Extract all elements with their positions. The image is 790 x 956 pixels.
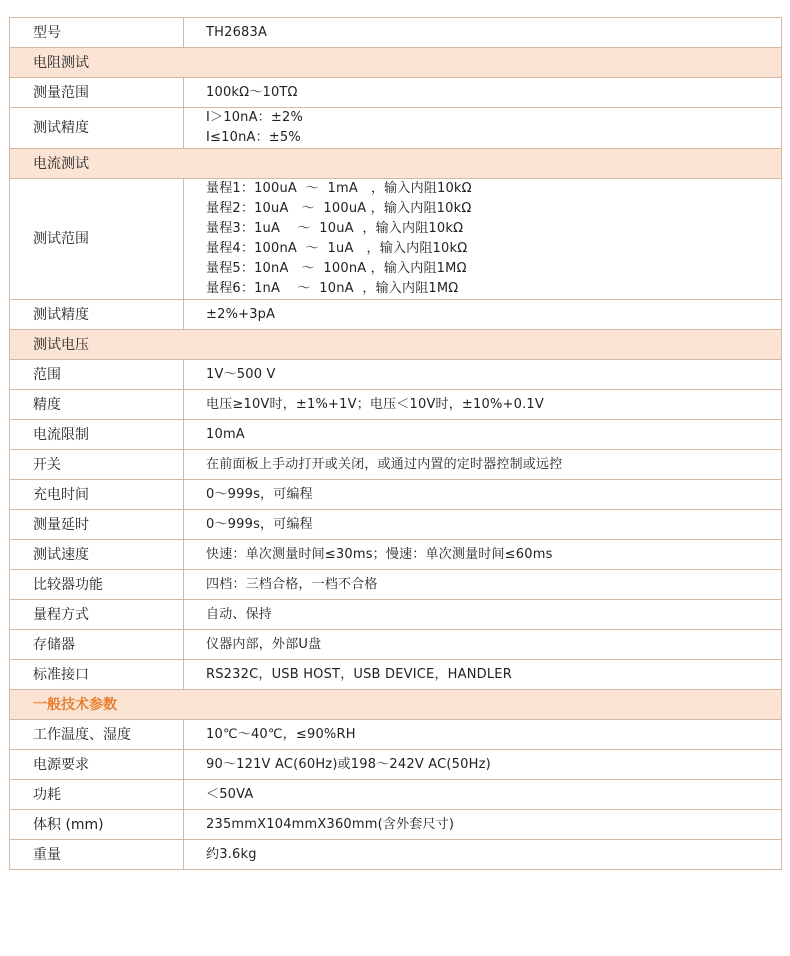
spec-row xyxy=(10,108,782,149)
spec-row xyxy=(10,720,782,750)
spec-key: 功耗 xyxy=(10,780,184,810)
spec-row xyxy=(10,78,782,108)
spec-row xyxy=(10,179,782,300)
spec-table-body xyxy=(10,18,782,870)
section-header xyxy=(10,48,782,78)
section-title: 电流测试 xyxy=(10,149,782,179)
spec-value-line: 量程6：1nA ～ 10nA ，输入内阻1MΩ xyxy=(206,281,459,296)
spec-value: RS232C，USB HOST，USB DEVICE，HANDLER xyxy=(184,660,782,690)
spec-value-line: I＞10nA：±2% xyxy=(206,110,304,125)
spec-key: 开关 xyxy=(10,450,184,480)
spec-row xyxy=(10,540,782,570)
section-title: 测试电压 xyxy=(10,330,782,360)
spec-row xyxy=(10,360,782,390)
spec-value: 仪器内部，外部U盘 xyxy=(184,630,782,660)
spec-value: 10mA xyxy=(184,420,782,450)
spec-value-line: 量程5：10nA ～ 100nA ，输入内阻1MΩ xyxy=(206,261,467,276)
spec-value: 快速：单次测量时间≤30ms；慢速：单次测量时间≤60ms xyxy=(184,540,782,570)
spec-key: 测试速度 xyxy=(10,540,184,570)
spec-key: 测试范围 xyxy=(10,179,184,300)
spec-row xyxy=(10,840,782,870)
spec-value: 自动、保持 xyxy=(184,600,782,630)
spec-row xyxy=(10,510,782,540)
section-header xyxy=(10,149,782,179)
section-header xyxy=(10,330,782,360)
spec-row xyxy=(10,300,782,330)
spec-key: 电流限制 xyxy=(10,420,184,450)
spec-value xyxy=(184,108,782,149)
spec-value: 在前面板上手动打开或关闭，或通过内置的定时器控制或远控 xyxy=(184,450,782,480)
spec-value: 1V～500 V xyxy=(184,360,782,390)
section-title: 电阻测试 xyxy=(10,48,782,78)
spec-key: 体积 (mm) xyxy=(10,810,184,840)
spec-row xyxy=(10,18,782,48)
spec-table xyxy=(9,17,782,870)
spec-key: 测量延时 xyxy=(10,510,184,540)
spec-key: 标准接口 xyxy=(10,660,184,690)
spec-row xyxy=(10,750,782,780)
spec-value: 电压≥10V时，±1%+1V；电压＜10V时，±10%+0.1V xyxy=(184,390,782,420)
section-header xyxy=(10,690,782,720)
spec-row xyxy=(10,630,782,660)
spec-row xyxy=(10,420,782,450)
spec-key: 测试精度 xyxy=(10,300,184,330)
spec-value: ±2%+3pA xyxy=(184,300,782,330)
spec-key: 电源要求 xyxy=(10,750,184,780)
spec-key: 存储器 xyxy=(10,630,184,660)
spec-value: 0～999s，可编程 xyxy=(184,510,782,540)
spec-key: 充电时间 xyxy=(10,480,184,510)
spec-row xyxy=(10,450,782,480)
spec-value: 100kΩ～10TΩ xyxy=(184,78,782,108)
spec-value-line: 量程4：100nA ～ 1uA ，输入内阻10kΩ xyxy=(206,241,468,256)
spec-key: 重量 xyxy=(10,840,184,870)
spec-row xyxy=(10,570,782,600)
spec-value: 0～999s，可编程 xyxy=(184,480,782,510)
spec-value: TH2683A xyxy=(184,18,782,48)
spec-key: 测量范围 xyxy=(10,78,184,108)
spec-row xyxy=(10,390,782,420)
section-title: 一般技术参数 xyxy=(10,690,782,720)
spec-value-line: 量程3：1uA ～ 10uA ，输入内阻10kΩ xyxy=(206,221,464,236)
spec-value: 10℃～40℃，≤90%RH xyxy=(184,720,782,750)
spec-row xyxy=(10,660,782,690)
spec-key: 量程方式 xyxy=(10,600,184,630)
spec-key: 工作温度、湿度 xyxy=(10,720,184,750)
spec-key: 范围 xyxy=(10,360,184,390)
spec-row xyxy=(10,480,782,510)
spec-key: 比较器功能 xyxy=(10,570,184,600)
spec-row xyxy=(10,600,782,630)
spec-key: 测试精度 xyxy=(10,108,184,149)
spec-key: 型号 xyxy=(10,18,184,48)
spec-value-line: 量程2：10uA ～ 100uA ，输入内阻10kΩ xyxy=(206,201,472,216)
spec-value xyxy=(184,179,782,300)
spec-key: 精度 xyxy=(10,390,184,420)
spec-value-line: 量程1：100uA ～ 1mA ，输入内阻10kΩ xyxy=(206,181,472,196)
spec-value: ＜50VA xyxy=(184,780,782,810)
spec-row xyxy=(10,780,782,810)
spec-value: 235mmX104mmX360mm(含外套尺寸) xyxy=(184,810,782,840)
spec-value: 四档：三档合格，一档不合格 xyxy=(184,570,782,600)
spec-value: 约3.6kg xyxy=(184,840,782,870)
spec-value: 90～121V AC(60Hz)或198～242V AC(50Hz) xyxy=(184,750,782,780)
spec-row xyxy=(10,810,782,840)
spec-value-line: I≤10nA：±5% xyxy=(206,130,301,145)
